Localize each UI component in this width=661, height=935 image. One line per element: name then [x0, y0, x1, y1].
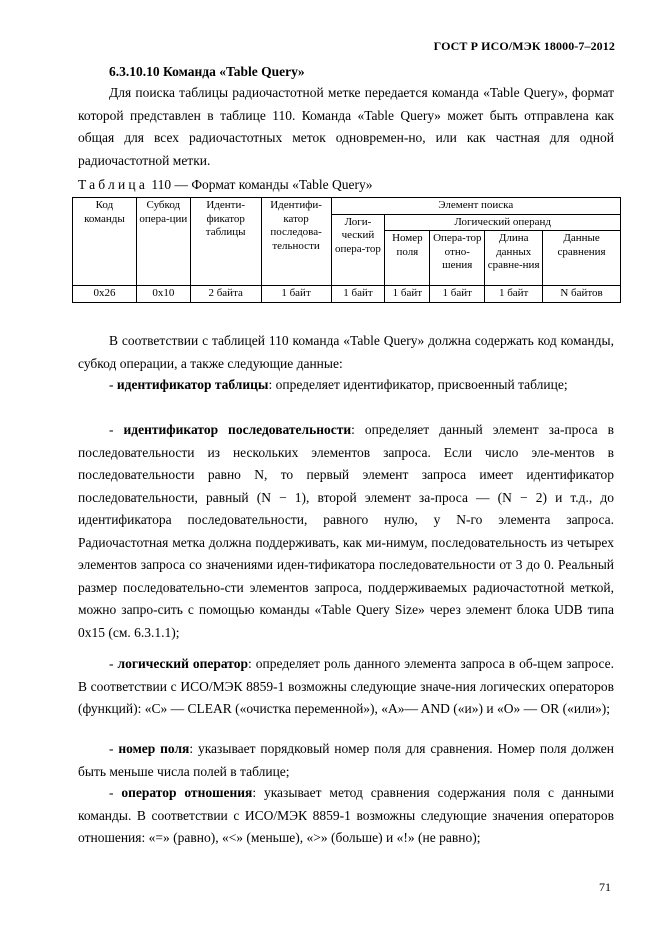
page-number: 71 — [599, 880, 611, 894]
header-sequence-id: Идентифи-катор последова-тельности — [261, 198, 331, 286]
definition-logic-operator: : определяет роль данного элемента запроса в об-щем запросе. В соответствии с ИСО/МЭК 8859-1 возможны следующие значе-ния логических операторов (функций): «C» — CLEAR («очистка переменной»), «A»— AND («и») и «O» — OR («или»); — [78, 656, 614, 716]
term-table-id: идентификатор таблицы — [116, 377, 269, 392]
header-compare-data: Данные сравнения — [543, 231, 621, 286]
term-relation-operator: оператор отношения — [121, 785, 253, 800]
table-cell: 1 байт — [430, 286, 485, 303]
table-cell: 1 байт — [485, 286, 543, 303]
definition-relation-operator: : указывает метод сравнения содержания поля с данными команды. В соответствии с ИСО/МЭК 8859-1 возможны следующие значения операторов отношения: «=» (равно), «<» (меньше), «>» (больше) и «!» (не равно); — [78, 785, 614, 845]
header-data-length: Длина данных сравне-ния — [485, 231, 543, 286]
table-cell: 1 байт — [385, 286, 430, 303]
header-relation-operator: Опера-тор отно-шения — [430, 231, 485, 286]
term-sequence-id: идентификатор последовательности — [123, 422, 352, 437]
list-item-table-id: - идентификатор таблицы: определяет идентификатор, присвоенный таблице; — [109, 377, 568, 392]
command-format-table — [72, 197, 621, 303]
header-logic-operator: Логи-ческий опера-тор — [331, 214, 385, 286]
definition-sequence-id: : определяет данный элемент за-проса в последовательности из нескольких элементов запроса. Если число эле-ментов в последовательности равно N, то первый элемент запроса имеет идентификатор последовательности, равный (N − 1), второй элемент за-проса — (N − 2) и т.д., до идентификатора последовательности, равного нулю, у N-го элемента запроса. Радиочастотная метка должна поддерживать, как ми-нимум, последовательность из четырех элементов запроса со значениями иден-тификатора последовательности от 3 до 0. Реальный размер последовательно-сти элементов запроса, поддерживаемых радиочастотной меткой, можно запро-сить с помощью команды «Table Query Size» через элемент блока UDB типа 0x15 (см. 6.3.1.1); — [78, 422, 615, 640]
table-cell: 0x10 — [136, 286, 190, 303]
header-command-code: Код команды — [73, 198, 137, 286]
table-caption-word: Таблица — [78, 177, 149, 192]
header-table-id: Иденти-фикатор таблицы — [190, 198, 261, 286]
document-header: ГОСТ Р ИСО/МЭК 18000-7–2012 — [433, 39, 615, 53]
table-cell: N байтов — [543, 286, 621, 303]
table-cell: 1 байт — [261, 286, 331, 303]
definition-field-number: : указывает порядковый номер поля для сравнения. Номер поля должен быть меньше числа полей в таблице; — [78, 741, 614, 779]
table-cell: 0x26 — [73, 286, 137, 303]
header-field-number: Номер поля — [385, 231, 430, 286]
table-cell: 1 байт — [331, 286, 385, 303]
table-cell: 2 байта — [190, 286, 261, 303]
header-logic-operand: Логический операнд — [385, 214, 621, 231]
after-table-paragraph: В соответствии с таблицей 110 команда «Table Query» должна содержать код команды, субкод операции, а также следующие данные: — [78, 333, 614, 371]
table-row — [73, 286, 621, 303]
definition-table-id: : определяет идентификатор, присвоенный таблице; — [268, 377, 568, 392]
table-caption-title: 110 — Формат команды «Table Query» — [151, 177, 373, 192]
table-caption — [78, 177, 372, 193]
list-item-field-number: - номер поля: указывает порядковый номер поля для сравнения. Номер поля должен быть меньше числа полей в таблице; — [78, 741, 614, 779]
header-search-element: Элемент поиска — [331, 198, 621, 215]
section-title: 6.3.10.10 Команда «Table Query» — [109, 64, 305, 79]
list-item-relation-operator: - оператор отношения: указывает метод сравнения содержания поля с данными команды. В соответствии с ИСО/МЭК 8859-1 возможны следующие значения операторов отношения: «=» (равно), «<» (меньше), «>» (больше) и «!» (не равно); — [78, 785, 614, 845]
header-subcode: Субкод опера-ции — [136, 198, 190, 286]
term-logic-operator: логический оператор — [117, 656, 249, 671]
intro-paragraph: Для поиска таблицы радиочастотной метке передается команда «Table Query», формат которой представлен в таблице 110. Команда «Table Query» может быть отправлена как общая для всех радиочастотных меток одновремен-но, или как частная для одной радиочастотной метки. — [78, 85, 614, 168]
term-field-number: номер поля — [118, 741, 190, 756]
list-item-sequence-id: - идентификатор последовательности: определяет данный элемент за-проса в последовательности из нескольких элементов запроса. Если число эле-ментов в последовательности равно N, то первый элемент запроса имеет идентификатор последовательности, равный (N − 1), второй элемент за-проса — (N − 2) и т.д., до идентификатора последовательности, равного нулю, у N-го элемента запроса. Радиочастотная метка должна поддерживать, как ми-нимум, последовательность из четырех элементов запроса со значениями иден-тификатора последовательности от 3 до 0. Реальный размер последовательно-сти элементов запроса, поддерживаемых радиочастотной меткой, можно запро-сить с помощью команды «Table Query Size» через элемент блока UDB типа 0x15 (см. 6.3.1.1); — [78, 422, 615, 640]
list-item-logic-operator: - логический оператор: определяет роль данного элемента запроса в об-щем запросе. В соответствии с ИСО/МЭК 8859-1 возможны следующие значе-ния логических операторов (функций): «C» — CLEAR («очистка переменной»), «A»— AND («и») и «O» — OR («или»); — [78, 656, 614, 716]
